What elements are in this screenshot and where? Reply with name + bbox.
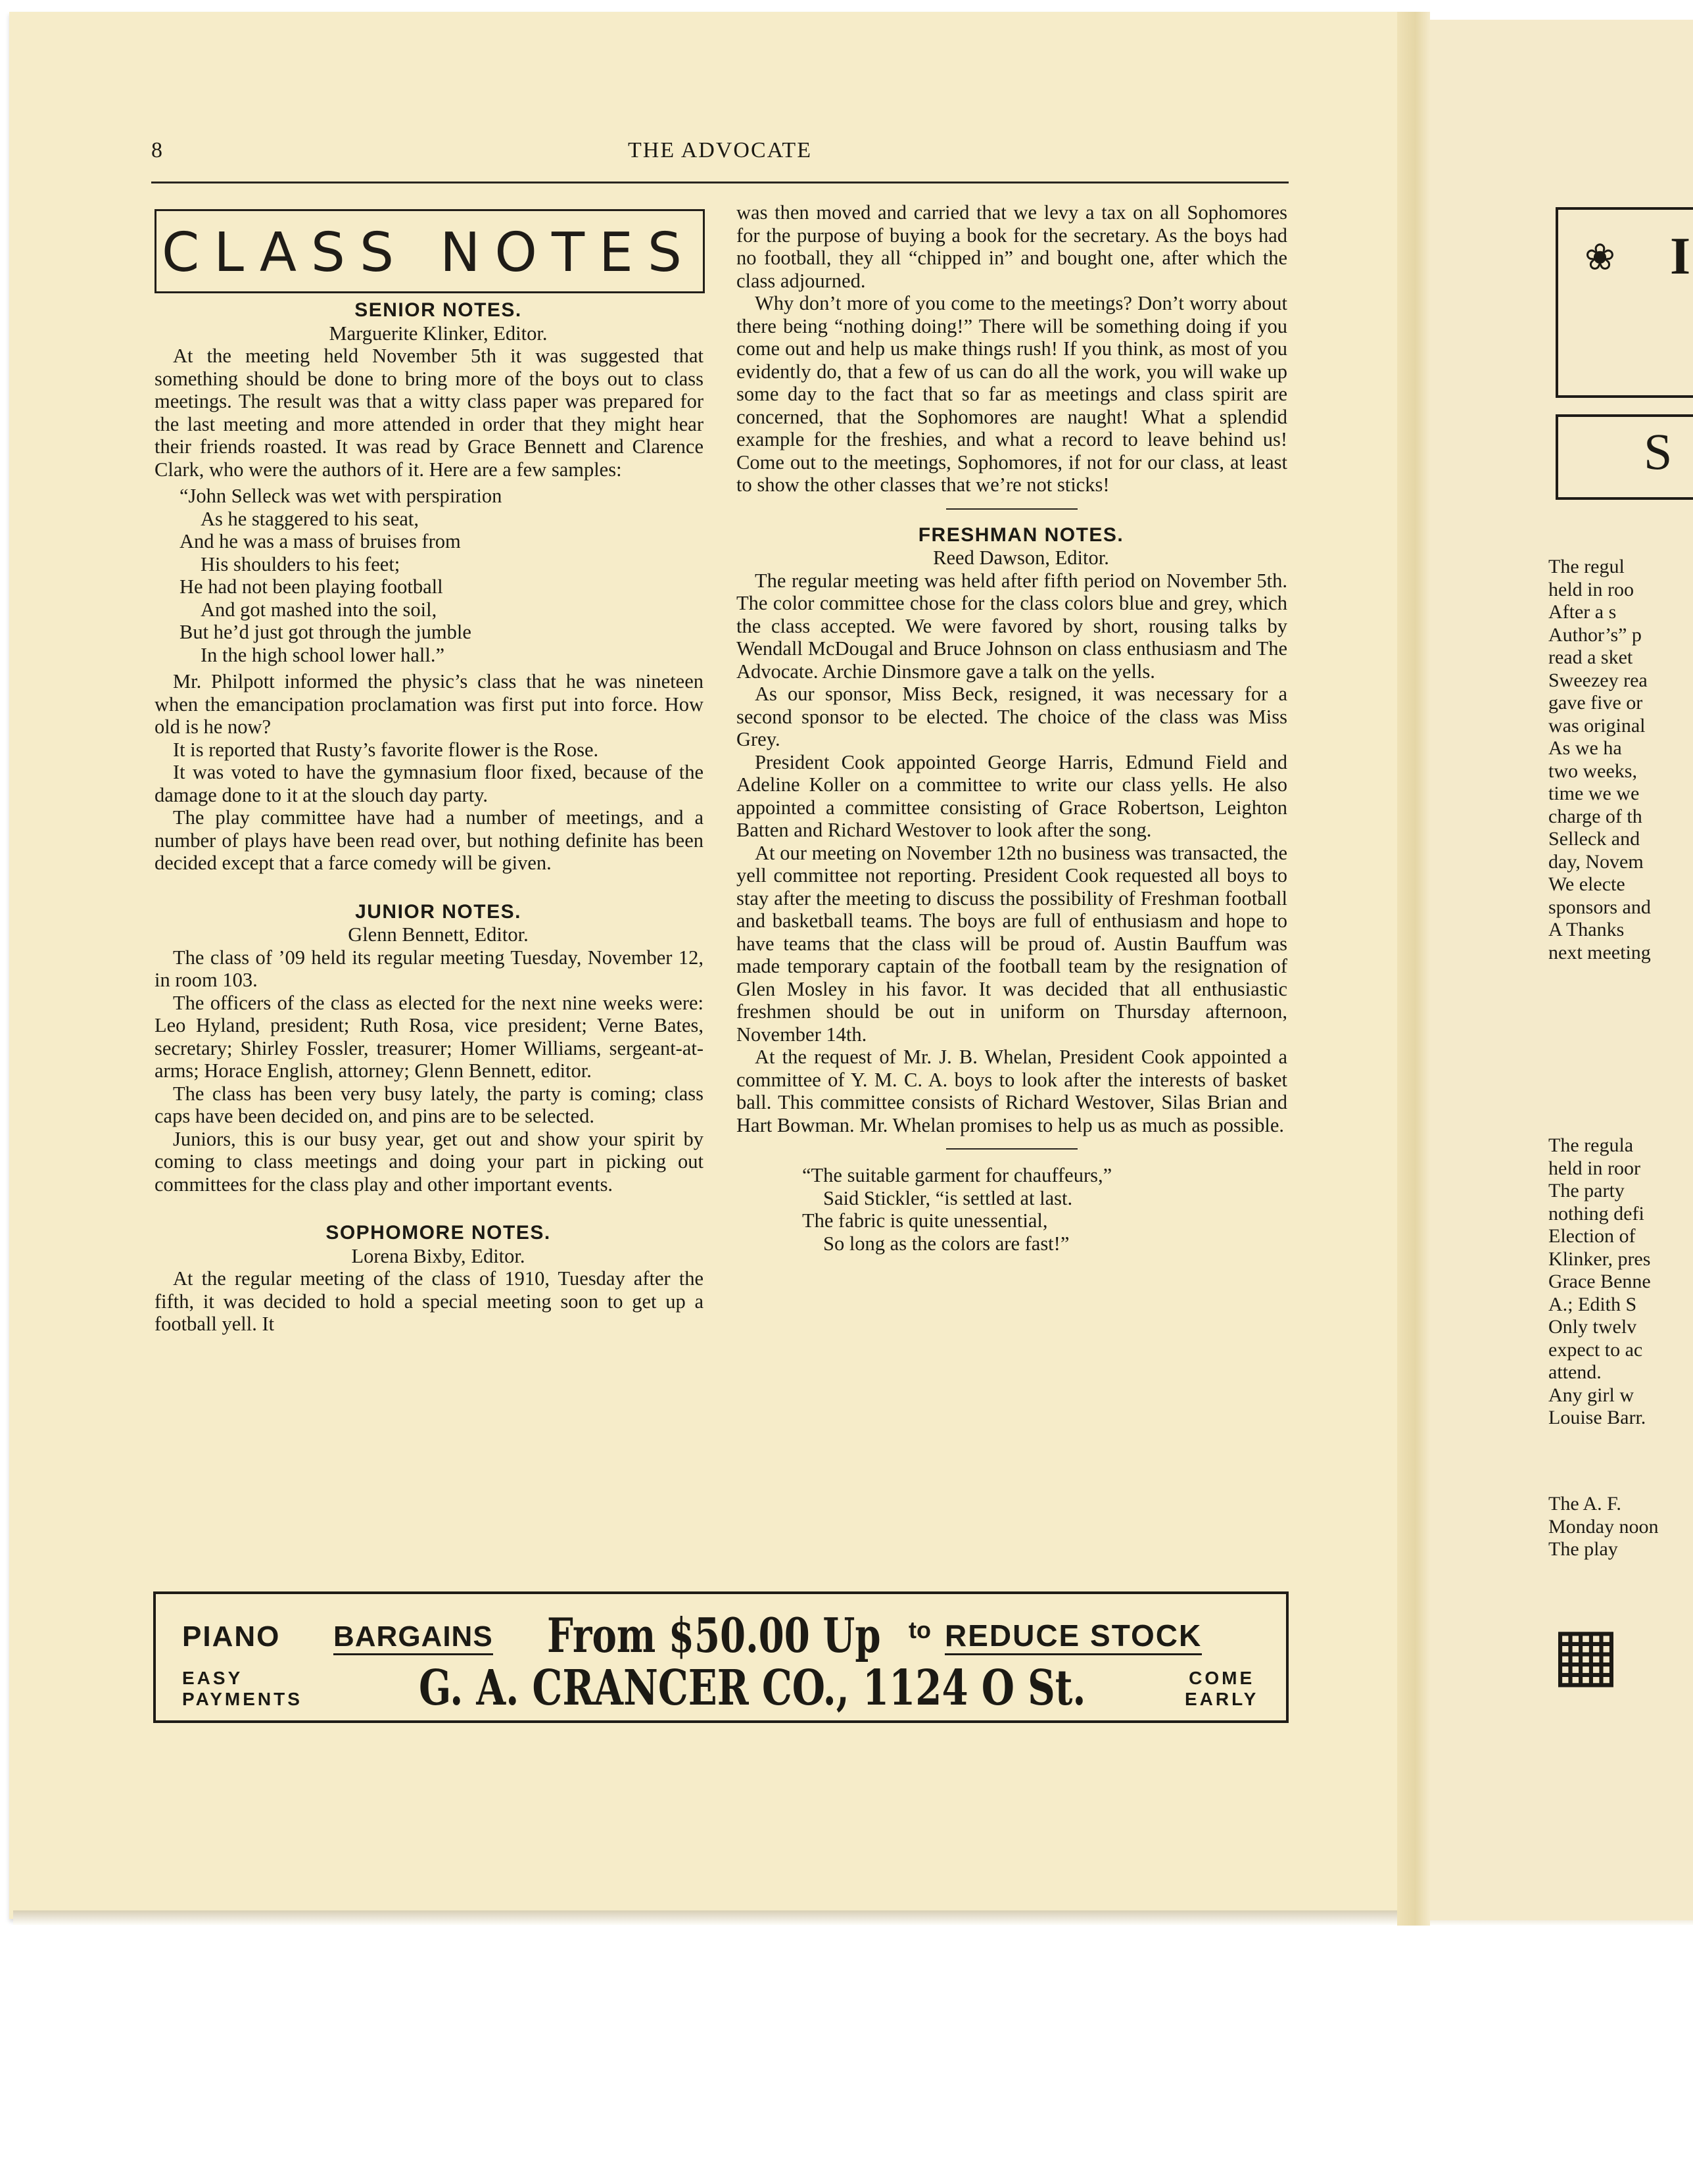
junior-heading: JUNIOR NOTES.: [355, 900, 521, 923]
section-divider: [946, 508, 1078, 510]
section-divider: [946, 1148, 1078, 1150]
ad-company: G. A. CRANCER CO., 1124 O St.: [419, 1660, 1086, 1716]
poem-line: He had not been playing football: [179, 575, 443, 598]
junior-paragraph: The officers of the class as elected for the next nine weeks were: Leo Hyland, president; Ruth Rosa, vice president; Verne Bates, secretary; Shirley Fossler, treasurer; Homer Williams, sergeant-at-arms; Horace English, attorney; Glenn Bennett, editor.: [155, 991, 703, 1082]
poem-line: And he was a mass of bruises from: [179, 530, 461, 552]
poem-line: In the high school lower hall.”: [201, 643, 444, 666]
right-page-heading-box: [1556, 207, 1693, 398]
sophomore-editor: Lorena Bixby, Editor.: [351, 1244, 525, 1267]
senior-paragraph: Mr. Philpott informed the physic’s class that he was nineteen when the emancipation proclamation was first put into force. How old is he now?: [155, 670, 703, 738]
senior-paragraph: It is reported that Rusty’s favorite flower is the Rose.: [173, 738, 599, 761]
class-notes-title: CLASS NOTES: [162, 222, 696, 284]
right-page-column-c: The A. F. Monday noon The play: [1548, 1493, 1659, 1560]
header-rule: [151, 182, 1289, 183]
freshman-paragraph: At the request of Mr. J. B. Whelan, President Cook appointed a committee of Y. M. C. A. boys to look after the interests of basket ball. This committee consists of Richard Westover, Silas Brian and Hart Bowman. Mr. Whelan promises to help us as much as possible.: [736, 1046, 1287, 1136]
freshman-editor: Reed Dawson, Editor.: [933, 546, 1109, 569]
piano-advertisement: [153, 1591, 1289, 1723]
right-page-subheading-letter: S: [1644, 423, 1673, 480]
sophomore-heading: SOPHOMORE NOTES.: [325, 1222, 551, 1244]
left-column: [155, 299, 703, 1336]
right-page: [1420, 20, 1693, 1920]
ad-come: COME: [1189, 1668, 1255, 1688]
senior-poem: [155, 485, 703, 666]
sophomore-paragraph-continued: was then moved and carried that we levy a tax on all Sophomores for the purpose of buying a book for the secretary. As the boys had no football, they all “chipped in” and bought one, after which the class adjourned.: [736, 201, 1287, 292]
right-page-subheading-box: [1556, 414, 1693, 500]
freshman-paragraph: At our meeting on November 12th no business was transacted, the yell committee not reporting. President Cook requested all boys to stay after the meeting to discuss the possibility of Freshman football and basketball teams. The boys are full of enthusiasm and hope to have teams that the class will be proud of. Austin Bauffum was made temporary captain of the football team by the resignation of Glen Mosley in his favor. It was decided that all enthusiastic freshmen should be out in uniform on Thursday afternoon, November 14th.: [736, 841, 1287, 1046]
ad-come-early: [1185, 1668, 1258, 1710]
verse-line: The fabric is quite unessential,: [802, 1209, 1048, 1232]
junior-paragraph: The class has been very busy lately, the party is coming; class caps have been decided on, and pins are to be selected.: [155, 1082, 703, 1127]
ad-reduce-stock: REDUCE STOCK: [945, 1618, 1202, 1655]
ad-to: to: [909, 1616, 931, 1643]
verse-line: “The suitable garment for chauffeurs,”: [802, 1164, 1112, 1186]
ad-bottom-row: [182, 1660, 1267, 1716]
senior-editor: Marguerite Klinker, Editor.: [329, 322, 548, 345]
poem-line: As he staggered to his seat,: [201, 507, 419, 530]
junior-editor: Glenn Bennett, Editor.: [348, 923, 529, 946]
right-page-column-b: The regula held in roor The party nothing defi Election of Klinker, pres Grace Benne A.; Edith S Only twelv expect to ac attend. Any girl w Louise Barr.: [1548, 1134, 1651, 1428]
senior-heading: SENIOR NOTES.: [354, 299, 522, 321]
poem-line: His shoulders to his feet;: [201, 552, 400, 575]
ad-piano: PIANO: [182, 1620, 281, 1653]
sophomore-paragraph: Why don’t more of you come to the meetings? Don’t worry about there being “nothing doing!” There will be something doing if you come out and help us make things rush! If you think, as most of you evidently do, that a few of us can do all the work, you will wake up some day to the fact that so far as meetings and class spirit are concerned, that the Sophomores are naught! What a splendid example for the freshies, and what a record to leave behind us! Come out to the meetings, Sophomores, if not for our class, at least to show the other classes that we’re not sticks!: [736, 292, 1287, 496]
senior-paragraph: The play committee have had a number of meetings, and a number of plays have been read over, but nothing definite has been decided except that a farce comedy will be given.: [155, 806, 703, 874]
right-page-ornament-icon: ▦: [1552, 1614, 1620, 1694]
flourish-icon: ❀: [1585, 237, 1615, 278]
ad-bargains: BARGAINS: [333, 1620, 493, 1655]
verse-line: Said Stickler, “is settled at last.: [823, 1186, 1073, 1209]
freshman-paragraph: President Cook appointed George Harris, Edmund Field and Adeline Koller on a committee to write our class yells. He also appointed a committee consisting of Grace Robertson, Leighton Batten and Richard Westover to look after the song.: [736, 750, 1287, 841]
junior-paragraph: The class of ’09 held its regular meeting Tuesday, November 12, in room 103.: [155, 946, 703, 991]
closing-verse: [736, 1164, 1287, 1255]
ad-early: EARLY: [1185, 1689, 1259, 1709]
running-title: THE ADVOCATE: [628, 138, 812, 162]
freshman-heading: FRESHMAN NOTES.: [918, 523, 1124, 546]
ad-payments: PAYMENTS: [182, 1689, 302, 1709]
ad-price: From $50.00 Up: [547, 1607, 881, 1663]
right-page-box-glyph: I: [1670, 228, 1691, 285]
freshman-paragraph: As our sponsor, Miss Beck, resigned, it was necessary for a second sponsor to be elected. The choice of the class was Miss Grey.: [736, 683, 1287, 750]
ad-easy: EASY: [182, 1668, 243, 1688]
ad-top-row: [182, 1607, 1267, 1663]
page-number: 8: [151, 138, 162, 162]
book-gutter: [1397, 12, 1430, 1926]
verse-line: So long as the colors are fast!”: [823, 1232, 1070, 1255]
senior-paragraph: It was voted to have the gymnasium floor fixed, because of the damage done to it at the slouch day party.: [155, 761, 703, 806]
class-notes-title-box: [155, 209, 705, 293]
poem-line: And got mashed into the soil,: [201, 598, 437, 621]
poem-line: But he’d just got through the jumble: [179, 621, 471, 643]
junior-paragraph: Juniors, this is our busy year, get out and show your spirit by coming to class meetings and doing your part in picking out committees for the class play and other important events.: [155, 1127, 703, 1196]
ad-easy-payments: [182, 1668, 302, 1710]
right-column: [736, 201, 1287, 1255]
poem-line: “John Selleck was wet with perspiration: [179, 485, 502, 507]
freshman-paragraph: The regular meeting was held after fifth period on November 5th. The color committee chose for the class colors blue and grey, which the class accepted. We were favored by short, rousing talks by Wendall McDougal and Bruce Johnson on class enthusiasm and The Advocate. Archie Dinsmore gave a talk on the yells.: [736, 569, 1287, 683]
right-page-column-a: The regul held in roo After a s Author’s” p read a sket Sweezey rea gave five or was original As we ha two weeks, time we we charge of th Selleck and day, Novem We electe sponsors and A Thanks next meeting: [1548, 556, 1651, 963]
sophomore-paragraph: At the regular meeting of the class of 1910, Tuesday after the fifth, it was decided to hold a special meeting soon to get up a football yell. It: [155, 1267, 703, 1335]
page-header: [151, 138, 1289, 178]
senior-paragraph: At the meeting held November 5th it was suggested that something should be done to bring more of the boys out to class meetings. The result was that a witty class paper was prepared for the last meeting and more attended in order that they might hear their friends roasted. It was read by Grace Bennett and Clarence Clark, who were the authors of it. Here are a few samples:: [155, 345, 703, 481]
